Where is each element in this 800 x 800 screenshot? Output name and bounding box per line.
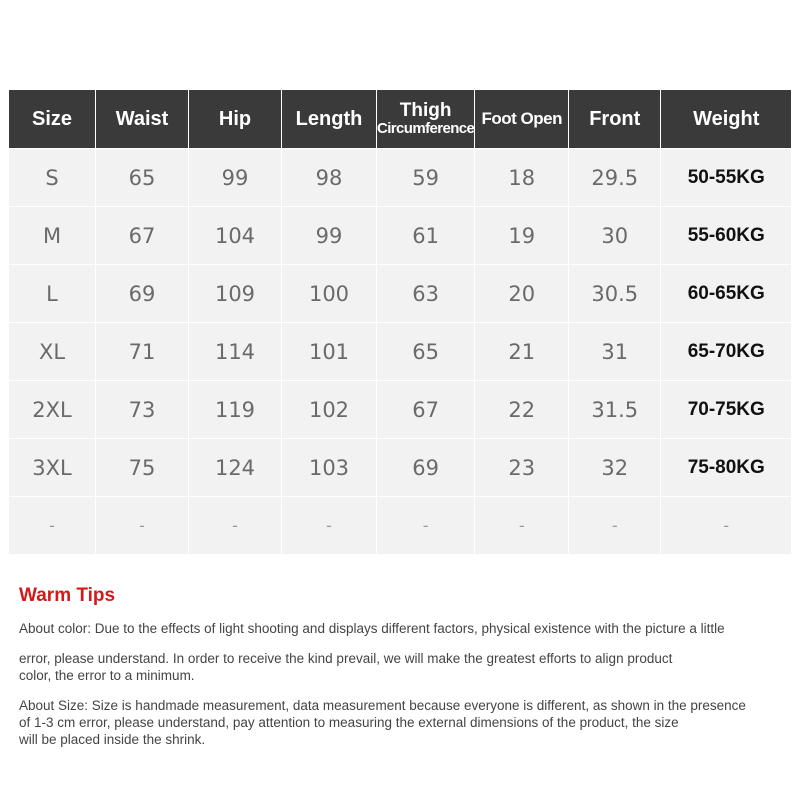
cell-size: L [9,265,96,323]
cell-foot-open: 21 [475,323,569,381]
cell-hip: 119 [189,381,282,439]
cell-thigh: 61 [377,207,475,265]
header-weight: Weight [661,90,792,149]
cell-size: - [9,497,96,555]
cell-waist: 73 [96,381,189,439]
table-row [9,323,792,381]
cell-length: 101 [282,323,377,381]
size-tip-line1: About Size: Size is handmade measurement, data measurement because everyone is different, as shown in the presence [19,698,746,713]
cell-length: 98 [282,149,377,207]
cell-size: 3XL [9,439,96,497]
cell-thigh: 59 [377,149,475,207]
cell-front: 30 [569,207,661,265]
header-thigh-line1: Thigh [399,100,452,122]
cell-waist: 67 [96,207,189,265]
cell-hip: 124 [189,439,282,497]
cell-foot-open: 19 [475,207,569,265]
cell-waist: 65 [96,149,189,207]
size-tip-paragraph [19,697,789,748]
table-row [9,149,792,207]
color-tip-line2: error, please understand. In order to receive the kind prevail, we will make the greatest efforts to align product [19,651,673,666]
cell-waist: - [96,497,189,555]
table-header-row [9,90,792,149]
cell-foot-open: - [475,497,569,555]
cell-length: 102 [282,381,377,439]
header-front: Front [569,90,661,149]
cell-weight: 65-70KG [661,323,792,381]
cell-thigh: - [377,497,475,555]
cell-weight: 75-80KG [661,439,792,497]
cell-foot-open: 22 [475,381,569,439]
cell-weight: - [661,497,792,555]
header-thigh-circumference [377,90,475,149]
size-tip-line2: of 1-3 cm error, please understand, pay attention to measuring the external dimensions of the product, the size [19,715,679,730]
cell-hip: 114 [189,323,282,381]
table-row [9,207,792,265]
cell-length: 100 [282,265,377,323]
cell-front: 31.5 [569,381,661,439]
cell-thigh: 67 [377,381,475,439]
size-tip-line3: will be placed inside the shrink. [19,732,206,747]
cell-waist: 71 [96,323,189,381]
cell-thigh: 65 [377,323,475,381]
cell-thigh: 63 [377,265,475,323]
cell-waist: 75 [96,439,189,497]
cell-weight: 50-55KG [661,149,792,207]
header-hip: Hip [189,90,282,149]
color-tip-line3: color, the error to a minimum. [19,668,195,683]
header-foot-open: Foot Open [475,90,569,149]
cell-length: 103 [282,439,377,497]
table-row [9,265,792,323]
color-tip-line1: About color: Due to the effects of light shooting and displays different factors, physical existence with the picture a little [19,621,725,636]
cell-length: - [282,497,377,555]
warm-tips-title: Warm Tips [19,585,116,606]
cell-front: - [569,497,661,555]
cell-foot-open: 23 [475,439,569,497]
cell-hip: 99 [189,149,282,207]
cell-length: 99 [282,207,377,265]
cell-front: 29.5 [569,149,661,207]
header-length: Length [282,90,377,149]
header-thigh-line2: Circumference [377,120,475,138]
cell-hip: 109 [189,265,282,323]
cell-front: 30.5 [569,265,661,323]
cell-size: M [9,207,96,265]
size-chart-table [8,89,792,555]
cell-size: XL [9,323,96,381]
cell-weight: 70-75KG [661,381,792,439]
cell-hip: - [189,497,282,555]
cell-foot-open: 20 [475,265,569,323]
cell-thigh: 69 [377,439,475,497]
header-size: Size [9,90,96,149]
table-row-empty [9,497,792,555]
cell-hip: 104 [189,207,282,265]
cell-size: S [9,149,96,207]
cell-waist: 69 [96,265,189,323]
table-row [9,381,792,439]
cell-weight: 60-65KG [661,265,792,323]
color-tip-paragraph [19,650,789,684]
table-row [9,439,792,497]
cell-weight: 55-60KG [661,207,792,265]
header-waist: Waist [96,90,189,149]
cell-foot-open: 18 [475,149,569,207]
cell-size: 2XL [9,381,96,439]
cell-front: 31 [569,323,661,381]
cell-front: 32 [569,439,661,497]
